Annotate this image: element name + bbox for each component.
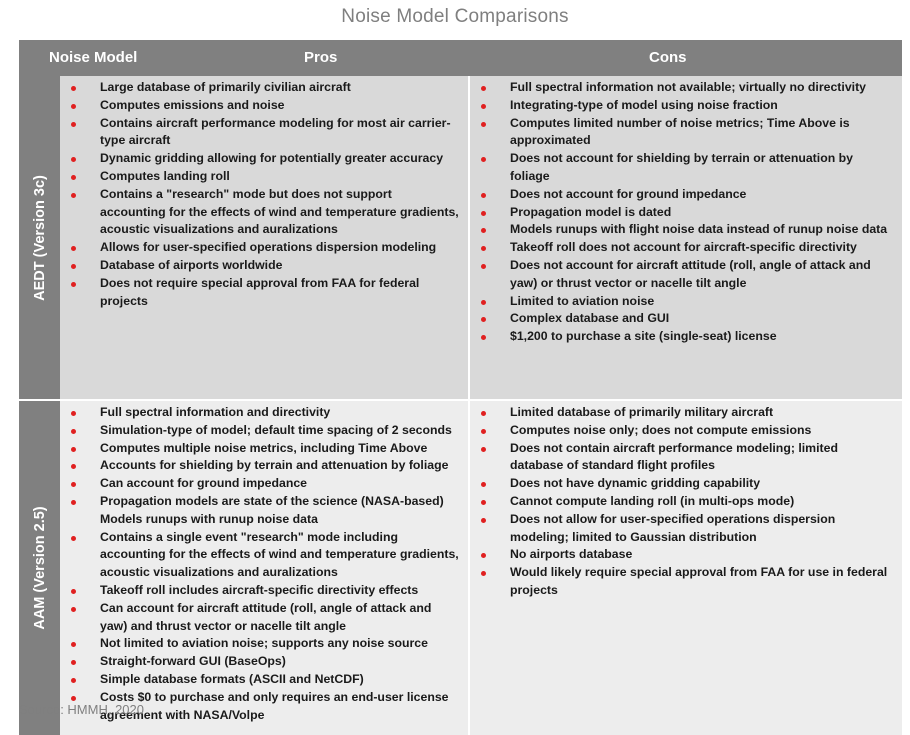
bullet-icon (71, 642, 76, 647)
section-aam (19, 401, 902, 735)
bullet-icon (71, 696, 76, 701)
list-item-text: Computes noise only; does not compute emissions (510, 422, 812, 437)
header-pros: Pros (304, 49, 338, 66)
list-item (68, 422, 460, 440)
bullet-icon (481, 86, 486, 91)
list-item-text: Does not have dynamic gridding capability (510, 476, 761, 491)
bullet-icon (71, 246, 76, 251)
list-item (68, 635, 460, 653)
list-item (478, 186, 894, 204)
list-item (478, 150, 894, 186)
list-item-text: Would likely require special approval from FAA for use in federal projects (510, 565, 888, 597)
list-item-text: Large database of primarily civilian aircraft (100, 80, 351, 94)
list-item (68, 457, 460, 475)
list-item (68, 239, 460, 257)
list-item (478, 293, 894, 311)
bullet-icon (71, 678, 76, 683)
list-item (478, 328, 894, 346)
pros-list (68, 404, 460, 724)
list-item (478, 310, 894, 328)
bullet-icon (481, 411, 486, 416)
bullet-icon (481, 211, 486, 216)
list-item-text: Database of airports worldwide (100, 257, 283, 272)
list-item-text: Does not account for ground impedance (510, 186, 747, 201)
bullet-icon (71, 429, 76, 434)
cons-cell (470, 76, 902, 399)
list-item-text: Computes limited number of noise metrics; Time Above is approximated (510, 115, 850, 148)
list-item-text: Full spectral information and directivity (100, 405, 331, 419)
list-item-text: Simulation-type of model; default time spacing of 2 seconds (100, 422, 452, 437)
bullet-icon (481, 246, 486, 251)
source-note: Source: HMMH, 2020 (19, 702, 144, 717)
cons-list (478, 79, 894, 346)
bullet-icon (481, 571, 486, 576)
bullet-icon (481, 500, 486, 505)
list-item-text: Does not account for aircraft attitude (roll, angle of attack and yaw) or thrust vector or nacelle tilt angle (510, 257, 871, 290)
list-item-text: Limited to aviation noise (510, 293, 655, 308)
list-item (478, 440, 894, 476)
list-item-text: Simple database formats (ASCII and NetCDF) (100, 671, 364, 686)
bullet-icon (71, 447, 76, 452)
list-item-text: $1,200 to purchase a site (single-seat) license (510, 329, 777, 344)
list-item (68, 275, 460, 311)
section-label: AEDT (Version 3c) (31, 174, 48, 301)
section-aedt (19, 76, 902, 401)
list-item-text: Does not allow for user-specified operations dispersion modeling; limited to Gaussian distribution (510, 511, 836, 544)
list-item (68, 150, 460, 168)
list-item (68, 115, 460, 151)
list-item-text: Straight-forward GUI (BaseOps) (100, 654, 286, 669)
list-item-text: Allows for user-specified operations dispersion modeling (100, 240, 437, 255)
list-item (68, 671, 460, 689)
list-item-text: Cannot compute landing roll (in multi-ops mode) (510, 493, 795, 508)
page-title: Noise Model Comparisons (341, 6, 569, 27)
list-item (68, 653, 460, 671)
list-item-text: Does not require special approval from FAA for federal projects (100, 275, 420, 308)
list-item (68, 600, 460, 636)
list-item (478, 257, 894, 293)
pros-cell (60, 76, 470, 399)
list-item (68, 186, 460, 239)
list-item (68, 475, 460, 493)
bullet-icon (481, 317, 486, 322)
bullet-icon (481, 104, 486, 109)
list-item-text: Can account for aircraft attitude (roll, angle of attack and yaw) and thrust vector or nacelle tilt angle (100, 600, 432, 633)
bullet-icon (71, 157, 76, 162)
list-item-text: Takeoff roll does not account for aircraft-specific directivity (510, 240, 857, 255)
list-item (478, 511, 894, 547)
bullet-icon (481, 429, 486, 434)
bullet-icon (71, 607, 76, 612)
header-cons: Cons (649, 49, 687, 66)
list-item (68, 79, 460, 97)
bullet-icon (71, 86, 76, 91)
section-label-cell (19, 401, 60, 735)
list-item-text: Does not contain aircraft performance modeling; limited database of standard flight profiles (510, 440, 838, 473)
bullet-icon (71, 411, 76, 416)
list-item (478, 204, 894, 222)
bullet-icon (481, 553, 486, 558)
list-item-text: Limited database of primarily military aircraft (510, 405, 774, 419)
list-item-text: Full spectral information not available; virtually no directivity (510, 80, 867, 94)
list-item-text: Dynamic gridding allowing for potentially greater accuracy (100, 151, 444, 166)
list-item (478, 97, 894, 115)
list-item-text: Does not account for shielding by terrain or attenuation by foliage (510, 151, 853, 183)
list-item (478, 564, 894, 600)
bullet-icon (481, 482, 486, 487)
list-item (478, 115, 894, 151)
list-item (68, 493, 460, 529)
section-label: AAM (Version 2.5) (31, 506, 48, 630)
list-item (68, 440, 460, 458)
list-item (68, 168, 460, 186)
list-item-text: Not limited to aviation noise; supports any noise source (100, 636, 428, 651)
list-item-text: Propagation model is dated (510, 204, 672, 219)
bullet-icon (481, 335, 486, 340)
bullet-icon (481, 518, 486, 523)
list-item-text: Propagation models are state of the science (NASA-based) Models runups with runup noise data (100, 493, 444, 526)
list-item (68, 529, 460, 582)
list-item-text: No airports database (510, 547, 633, 562)
list-item (478, 404, 894, 422)
bullet-icon (71, 660, 76, 665)
bullet-icon (71, 464, 76, 469)
bullet-icon (71, 482, 76, 487)
bullet-icon (71, 282, 76, 287)
list-item-text: Takeoff roll includes aircraft-specific directivity effects (100, 582, 419, 597)
bullet-icon (71, 589, 76, 594)
bullet-icon (71, 193, 76, 198)
section-label-cell (19, 76, 60, 399)
bullet-icon (71, 536, 76, 541)
bullet-icon (481, 157, 486, 162)
list-item-text: Accounts for shielding by terrain and attenuation by foliage (100, 458, 449, 473)
comparison-table (19, 40, 902, 735)
bullet-icon (481, 122, 486, 127)
list-item-text: Computes multiple noise metrics, including Time Above (100, 440, 428, 455)
list-item (68, 404, 460, 422)
list-item (68, 582, 460, 600)
bullet-icon (481, 228, 486, 233)
cons-list (478, 404, 894, 600)
bullet-icon (71, 122, 76, 127)
list-item-text: Integrating-type of model using noise fraction (510, 97, 778, 112)
pros-list (68, 79, 460, 310)
list-item-text: Contains a "research" mode but does not support accounting for the effects of wind and temperature gradients, acoustic visualizations and auralizations (100, 186, 459, 237)
list-item-text: Computes emissions and noise (100, 97, 285, 112)
list-item-text: Can account for ground impedance (100, 476, 308, 491)
bullet-icon (481, 193, 486, 198)
bullet-icon (71, 264, 76, 269)
list-item-text: Complex database and GUI (510, 311, 670, 326)
list-item-text: Contains aircraft performance modeling for most air carrier-type aircraft (100, 115, 451, 148)
list-item (478, 493, 894, 511)
bullet-icon (481, 264, 486, 269)
list-item (68, 97, 460, 115)
cons-cell (470, 401, 902, 735)
bullet-icon (71, 175, 76, 180)
list-item (478, 546, 894, 564)
header-noise-model: Noise Model (49, 49, 138, 66)
list-item (478, 221, 894, 239)
pros-cell (60, 401, 470, 735)
list-item (478, 239, 894, 257)
bullet-icon (71, 500, 76, 505)
list-item-text: Costs $0 to purchase and only requires an end-user license agreement with NASA/Volpe (100, 689, 449, 722)
list-item (478, 422, 894, 440)
bullet-icon (481, 447, 486, 452)
list-item (478, 79, 894, 97)
bullet-icon (71, 104, 76, 109)
list-item-text: Computes landing roll (100, 168, 230, 183)
list-item (478, 475, 894, 493)
list-item (68, 257, 460, 275)
bullet-icon (481, 300, 486, 305)
table-header (19, 40, 902, 76)
list-item-text: Contains a single event "research" mode including accounting for the effects of wind and temperature gradients, acoustic visualizations and auralizations (100, 529, 459, 580)
list-item-text: Models runups with flight noise data instead of runup noise data (510, 222, 888, 237)
